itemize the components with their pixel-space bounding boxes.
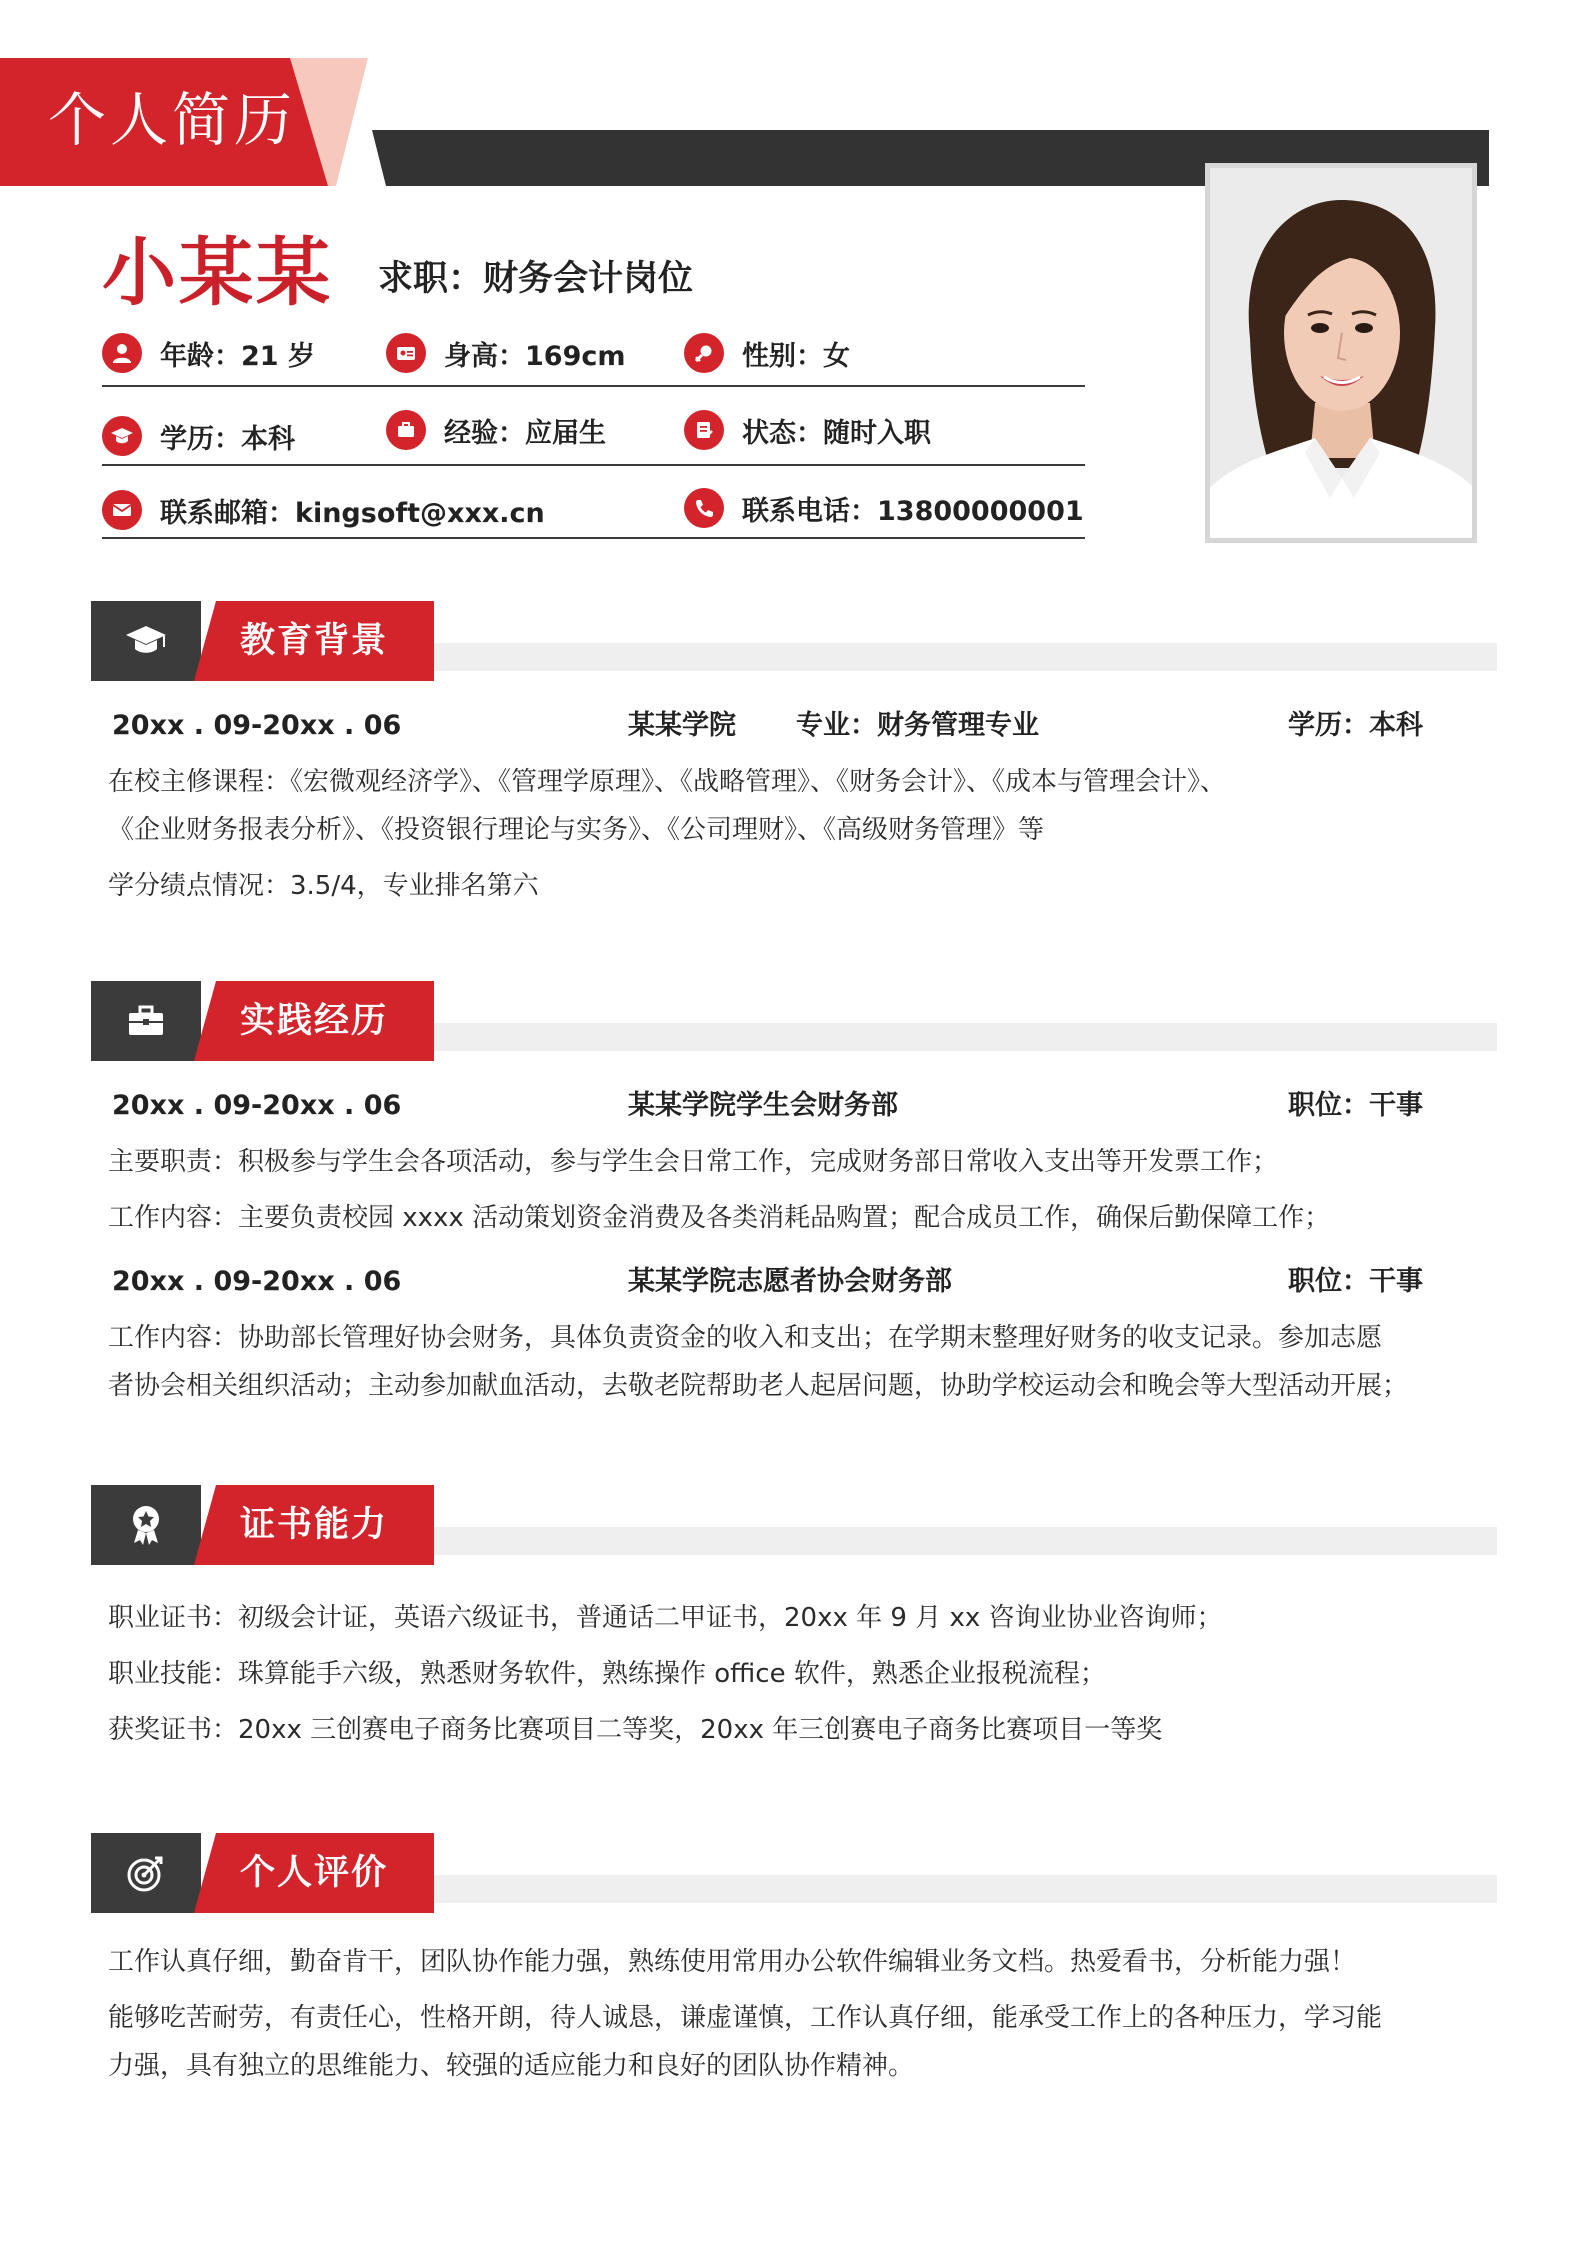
info-phone-text: 联系电话：13800000001 [742, 495, 1084, 527]
education-degree: 学历：本科 [1288, 710, 1423, 741]
id-card-icon [386, 333, 426, 373]
award-ribbon-icon [126, 1503, 166, 1547]
certs-line: 获奖证书：20xx 三创赛电子商务比赛项目二等奖，20xx 年三创赛电子商务比赛项目一等奖 [108, 1715, 1163, 1745]
info-divider [102, 385, 1085, 387]
education-line: 《企业财务报表分析》、《投资银行理论与实务》、《公司理财》、《高级财务管理》等 [108, 815, 1045, 845]
female-icon [684, 333, 724, 373]
practice-position: 职位：干事 [1288, 1090, 1423, 1121]
person-icon [102, 333, 142, 373]
certs-line: 职业技能：珠算能手六级，熟悉财务软件，熟练操作 office 软件，熟悉企业报税流程； [108, 1659, 1106, 1689]
education-line: 学分绩点情况：3.5/4，专业排名第六 [108, 871, 539, 901]
info-status-text: 状态：随时入职 [742, 417, 931, 449]
info-height-text: 身高：169cm [444, 340, 626, 372]
practice-line: 主要职责：积极参与学生会各项活动，参与学生会日常工作，完成财务部日常收入支出等开发票工作； [108, 1147, 1279, 1177]
practice-date: 20xx . 09-20xx . 06 [112, 1266, 402, 1297]
education-date: 20xx . 09-20xx . 06 [112, 710, 402, 741]
info-divider [102, 537, 1085, 539]
education-major: 专业：财务管理专业 [796, 710, 1039, 741]
info-education [102, 414, 295, 458]
education-line: 在校主修课程：《宏微观经济学》、《管理学原理》、《战略管理》、《财务会计》、《成本与管理会计》、 [108, 767, 1227, 797]
practice-org: 某某学院学生会财务部 [628, 1090, 898, 1121]
briefcase-icon [386, 410, 426, 450]
practice-line: 工作内容：协助部长管理好协会财务，具体负责资金的收入和支出；在学期末整理好财务的收支记录。参加志愿 [108, 1323, 1383, 1353]
document-edit-icon [684, 410, 724, 450]
briefcase-icon [126, 1003, 166, 1039]
practice-line: 工作内容：主要负责校园 xxxx 活动策划资金消费及各类消耗品购置；配合成员工作，确保后勤保障工作； [108, 1203, 1331, 1233]
info-experience [386, 408, 606, 452]
section-title-education: 教育背景 [240, 621, 389, 661]
info-age-text: 年龄：21 岁 [160, 340, 315, 372]
info-gender [684, 331, 850, 375]
mail-icon [102, 490, 142, 530]
evaluation-text [108, 1938, 1498, 2090]
info-height [386, 331, 626, 375]
education-text [108, 758, 1498, 910]
info-age [102, 331, 315, 375]
section-icon-block [91, 601, 201, 681]
info-gender-text: 性别：女 [742, 340, 850, 372]
practice-date: 20xx . 09-20xx . 06 [112, 1090, 402, 1121]
practice-org: 某某学院志愿者协会财务部 [628, 1266, 952, 1297]
info-divider [102, 464, 1085, 466]
profile-photo [1205, 163, 1477, 543]
info-email [102, 488, 545, 532]
section-band [300, 1875, 1497, 1903]
section-icon-block [91, 1833, 201, 1913]
evaluation-line: 能够吃苦耐劳，有责任心，性格开朗，待人诚恳，谦虚谨慎，工作认真仔细，能承受工作上的各种压力，学习能 [108, 2003, 1383, 2033]
section-title-evaluation: 个人评价 [240, 1853, 389, 1893]
certs-line: 职业证书：初级会计证，英语六级证书，普通话二甲证书，20xx 年 9 月 xx 咨询业协业咨询师； [108, 1603, 1223, 1633]
candidate-name: 小某某 [102, 230, 333, 316]
info-education-text: 学历：本科 [160, 423, 295, 455]
graduation-cap-icon [102, 416, 142, 456]
practice-line: 者协会相关组织活动；主动参加献血活动，去敬老院帮助老人起居问题，协助学校运动会和晚会等大型活动开展； [108, 1371, 1409, 1401]
section-band [300, 643, 1497, 671]
graduation-cap-icon [124, 623, 168, 659]
practice-text [108, 1314, 1498, 1410]
practice-text [108, 1138, 1498, 1242]
section-title-practice: 实践经历 [240, 1001, 389, 1041]
certs-text [108, 1590, 1498, 1758]
job-objective: 求职：财务会计岗位 [378, 259, 694, 299]
section-icon-block [91, 981, 201, 1061]
info-email-text: 联系邮箱：kingsoft@xxx.cn [160, 497, 545, 529]
info-experience-text: 经验：应届生 [444, 417, 606, 449]
evaluation-line: 力强，具有独立的思维能力、较强的适应能力和良好的团队协作精神。 [108, 2051, 915, 2081]
info-status [684, 408, 931, 452]
section-band [300, 1527, 1497, 1555]
resume-title: 个人简历 [48, 86, 297, 154]
phone-icon [684, 488, 724, 528]
section-title-certs: 证书能力 [240, 1505, 389, 1545]
target-icon [125, 1852, 167, 1894]
evaluation-line: 工作认真仔细，勤奋肯干，团队协作能力强，熟练使用常用办公软件编辑业务文档。热爱看书，分析能力强！ [108, 1947, 1357, 1977]
info-phone [684, 486, 1084, 530]
section-icon-block [91, 1485, 201, 1565]
practice-position: 职位：干事 [1288, 1266, 1423, 1297]
education-school: 某某学院 [628, 710, 736, 741]
section-band [300, 1023, 1497, 1051]
